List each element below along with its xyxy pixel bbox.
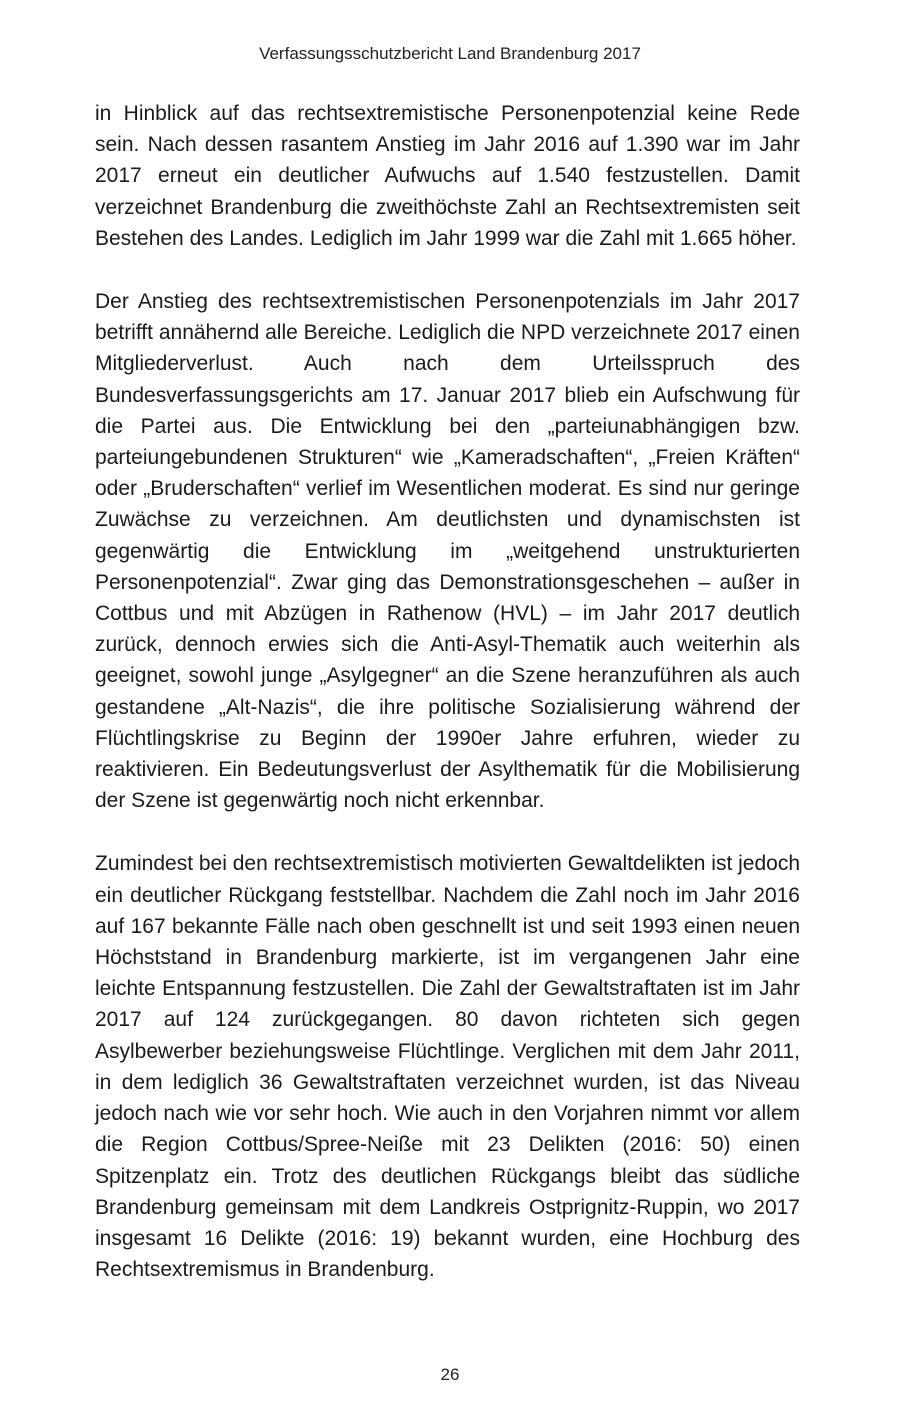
body-text xyxy=(95,98,800,1317)
running-header: Verfassungsschutzbericht Land Brandenburg 2017 xyxy=(259,44,641,63)
paragraph-anstieg-bereiche: Der Anstieg des rechtsextremistischen Personenpotenzials im Jahr 2017 betrifft annähernd alle Bereiche. Lediglich die NPD verzeichnete 2017 einen Mitgliederverlust. Auch nach dem Urteilsspruch des Bundesverfassungsgerichts am 17. Januar 2017 blieb ein Aufschwung für die Partei aus. Die Entwicklung bei den „parteiunabhängigen bzw. parteiungebundenen Strukturen“ wie „Kameradschaften“, „Freien Kräften“ oder „Bruderschaften“ verlief im Wesentlichen moderat. Es sind nur geringe Zuwächse zu verzeichnen. Am deutlichsten und dynamischsten ist gegenwärtig die Entwicklung im „weitgehend unstrukturierten Personenpotenzial“. Zwar ging das Demonstrationsgeschehen – außer in Cottbus und mit Abzügen in Rathenow (HVL) – im Jahr 2017 deutlich zurück, dennoch erwies sich die Anti-Asyl-Thematik auch weiterhin als geeignet, sowohl junge „Asylgegner“ an die Szene heranzuführen als auch gestandene „Alt-Nazis“, die ihre politische Sozialisierung während der Flüchtlingskrise zu Beginn der 1990er Jahre erfuhren, wieder zu reaktivieren. Ein Bedeutungsverlust der Asylthematik für die Mobilisierung der Szene ist gegenwärtig noch nicht erkennbar. xyxy=(95,290,800,813)
paragraph-gewaltdelikte: Zumindest bei den rechtsextremistisch motivierten Gewaltdelikten ist jedoch ein deutlicher Rückgang feststellbar. Nachdem die Zahl noch im Jahr 2016 auf 167 bekannte Fälle nach oben geschnellt ist und seit 1993 einen neuen Höchststand in Brandenburg markierte, ist im vergangenen Jahr eine leichte Entspannung festzustellen. Die Zahl der Gewaltstraftaten ist im Jahr 2017 auf 124 zurückgegangen. 80 davon richteten sich gegen Asylbewerber beziehungsweise Flüchtlinge. Verglichen mit dem Jahr 2011, in dem lediglich 36 Gewaltstraftaten verzeichnet wurden, ist das Niveau jedoch nach wie vor sehr hoch. Wie auch in den Vorjahren nimmt vor allem die Region Cottbus/Spree-Neiße mit 23 Delikten (2016: 50) einen Spitzenplatz ein. Trotz des deutlichen Rückgangs bleibt das südliche Brandenburg gemeinsam mit dem Landkreis Ostprignitz-Ruppin, wo 2017 insgesamt 16 Delikte (2016: 19) bekannt wurden, eine Hochburg des Rechtsextremismus in Brandenburg. xyxy=(95,852,800,1282)
paragraph-personenpotenzial: in Hinblick auf das rechtsextremistische Personenpotenzial keine Rede sein. Nach dessen rasantem Anstieg im Jahr 2016 auf 1.390 war im Jahr 2017 erneut ein deutlicher Aufwuchs auf 1.540 festzustellen. Damit verzeichnet Brandenburg die zweithöchste Zahl an Rechtsextremisten seit Bestehen des Landes. Lediglich im Jahr 1999 war die Zahl mit 1.665 höher. xyxy=(95,102,800,250)
page-number: 26 xyxy=(440,1365,460,1384)
